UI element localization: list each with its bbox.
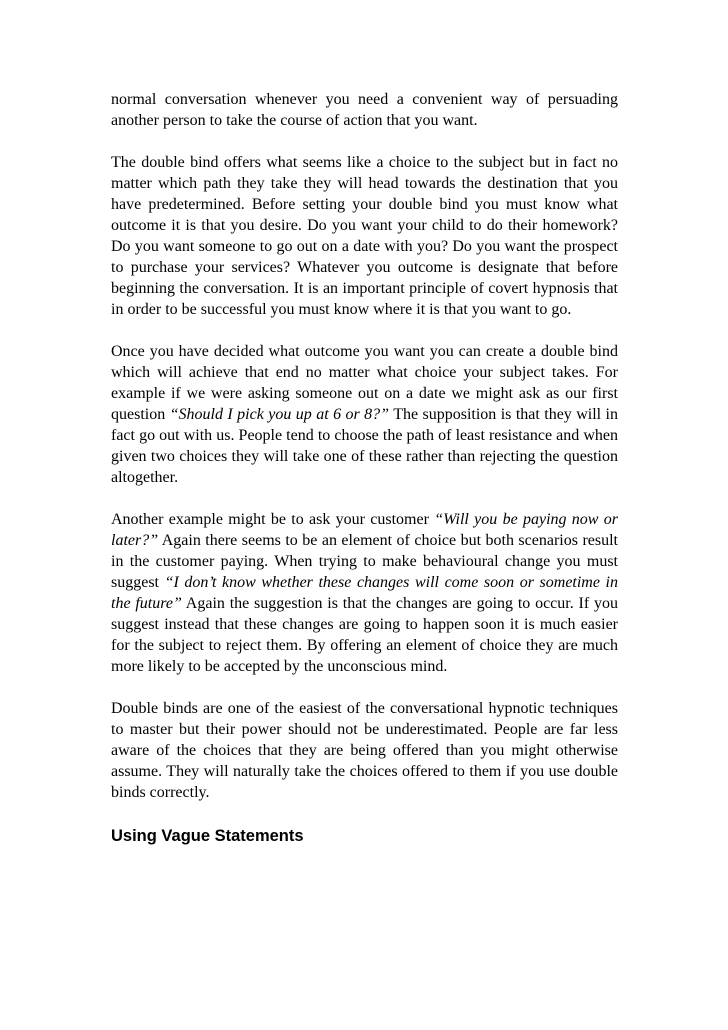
document-body [111, 89, 618, 847]
paragraph-2-text: The double bind offers what seems like a choice to the subject but in fact no matter which path they take they will head towards the destination that you have predetermined. Before setting your double bind you must know what outcome it is that you desire. Do you want your child to do their homework? Do you want someone to go out on a date with you? Do you want the prospect to purchase your services? Whatever you outcome is designate that before beginning the conversation. It is an important principle of covert hypnosis that in order to be successful you must know where it is that you want to go. [111, 154, 618, 318]
paragraph-4-text-3: Again the suggestion is that the changes are going to occur. If you suggest instead that these changes are going to happen soon it is much easier for the subject to reject them. By offering an element of choice they are much more likely to be accepted by the unconscious mind. [111, 595, 618, 675]
paragraph-3 [111, 341, 618, 488]
paragraph-1 [111, 89, 618, 131]
section-heading: Using Vague Statements [111, 827, 304, 845]
paragraph-4-quote-1: “Will you be paying now or later?” [111, 511, 618, 549]
paragraph-2 [111, 152, 618, 320]
paragraph-4-text-2: Again there seems to be an element of choice but both scenarios result in the customer paying. When trying to make behavioural change you must suggest [111, 532, 618, 591]
paragraph-3-quote-1: “Should I pick you up at 6 or 8?” [169, 406, 390, 423]
paragraph-5-text: Double binds are one of the easiest of the conversational hypnotic techniques to master but their power should not be underestimated. People are far less aware of the choices that they are being offered than you might otherwise assume. They will naturally take the choices offered to them if you use double binds correctly. [111, 700, 618, 801]
paragraph-3-text-1: Once you have decided what outcome you want you can create a double bind which will achieve that end no matter what choice your subject takes. For example if we were asking someone out on a date we might ask as our first question [111, 343, 618, 423]
paragraph-4-quote-2: “I don’t know whether these changes will come soon or sometime in the future” [111, 574, 618, 612]
paragraph-3-text-2: The supposition is that they will in fact go out with us. People tend to choose the path of least resistance and when given two choices they will take one of these rather than rejecting the question altogether. [111, 406, 619, 486]
paragraph-4-text-1: Another example might be to ask your customer [111, 511, 435, 528]
paragraph-4 [111, 509, 618, 677]
paragraph-5 [111, 698, 618, 803]
paragraph-1-text: normal conversation whenever you need a convenient way of persuading another person to take the course of action that you want. [111, 91, 618, 129]
